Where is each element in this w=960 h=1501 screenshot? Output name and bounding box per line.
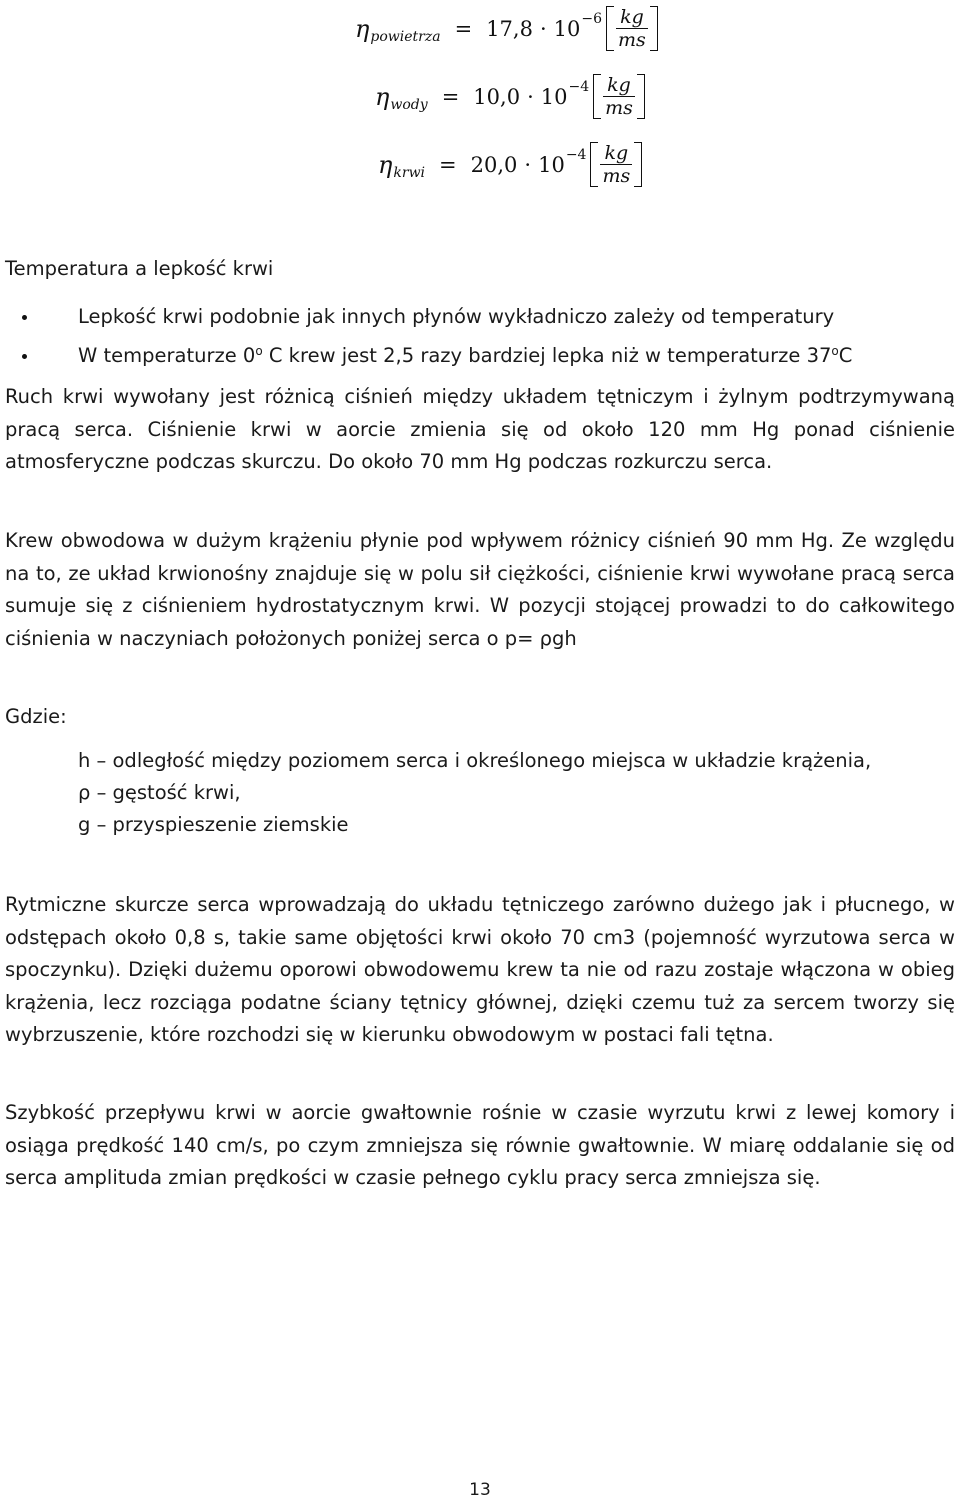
unit-denominator: ms: [605, 97, 633, 120]
bullet-text: Lepkość krwi podobnie jak innych płynów wykładniczo zależy od temperatury: [78, 305, 835, 328]
eta-symbol: η: [378, 150, 393, 179]
equals-sign: =: [441, 84, 460, 109]
bullet-marker: [22, 315, 27, 320]
unit-fraction: [598, 142, 634, 187]
unit-numerator: kg: [604, 142, 629, 164]
multiply-dot: ·: [524, 152, 532, 177]
paragraph-blood-flow: Ruch krwi wywołany jest różnicą ciśnień między układem tętniczym i żylnym podtrzymywaną pracą serca. Ciśnienie krwi w aorcie zmienia się od około 120 mm Hg ponad ciśnienie atmosferyczne podczas skurczu. Do około 70 mm Hg podczas rozkurczu serca.: [5, 385, 955, 473]
power-exponent: −6: [581, 10, 603, 27]
paragraph-heart-contractions: Rytmiczne skurcze serca wprowadzają do układu tętniczego zarówno dużego jak i płucnego, w odstępach około 0,8 s, takie same objętości krwi około 70 cm3 (pojemność wyrzutowa serca w spoczynku). Dzięki dużemu oporowi obwodowemu krew ta nie od razu zostaje włączona w obieg krążenia, lecz rozciąga podatne ściany tętnicy głównej, dzięki czemu tuż za sercem tworzy się wybrzuszenie, które rozchodzi się w kierunku obwodowym w postaci fali tętna.: [5, 893, 955, 1046]
unit-numerator: kg: [620, 6, 644, 28]
unit-numerator: kg: [607, 74, 631, 96]
definition-h: h – odległość między poziomem serca i określonego miejsca w układzie krążenia,: [78, 749, 872, 772]
unit-bracket: [593, 74, 645, 119]
mantissa: 17,8: [486, 16, 533, 41]
equation-blood-viscosity: [378, 142, 642, 187]
multiply-dot: ·: [527, 84, 534, 109]
eta-subscript: wody: [390, 96, 428, 113]
degree-sign: o: [255, 344, 263, 358]
unit-fraction: [614, 6, 650, 51]
where-label: Gdzie:: [5, 705, 67, 728]
unit-fraction: [601, 74, 637, 119]
unit-bracket: [606, 6, 658, 51]
eta-subscript: krwi: [393, 164, 426, 181]
unit-bracket: [590, 142, 642, 187]
multiply-dot: ·: [539, 16, 547, 41]
page-number: 13: [469, 1480, 491, 1500]
paragraph-blood-velocity: Szybkość przepływu krwi w aorcie gwałtownie rośnie w czasie wyrzutu krwi z lewej komory i osiąga prędkość 140 cm/s, po czym zmniejsza się równie gwałtownie. W miarę oddalanie się od serca amplituda zmian prędkości w czasie pełnego cyklu pracy serca zmniejsza się.: [5, 1101, 955, 1189]
equals-sign: =: [439, 152, 457, 177]
bullet-marker: [22, 354, 27, 359]
bullet-text: W temperaturze 0$^o$ C krew jest 2,5 razy bardziej lepka niż w temperaturze 37$^o$C: [78, 344, 853, 367]
power-base: 10: [538, 152, 565, 177]
paragraph-peripheral-blood: Krew obwodowa w dużym krążeniu płynie pod wpływem różnicy ciśnień 90 mm Hg. Ze względu na to, ze układ krwionośny znajduje się w polu sił ciężkości, ciśnienie krwi wywołane pracą serca sumuje się z ciśnieniem hydrostatycznym krwi. W pozycji stojącej prowadzi to do całkowitego ciśnienia w naczyniach położonych poniżej serca o p= ρgh: [5, 529, 955, 650]
equation-air-viscosity: [355, 6, 658, 51]
section-heading: Temperatura a lepkość krwi: [5, 257, 274, 280]
equation-water-viscosity: [375, 74, 645, 119]
power-exponent: −4: [565, 146, 587, 163]
eta-subscript: powietrza: [370, 28, 441, 45]
definition-rho: ρ – gęstość krwi,: [78, 781, 241, 804]
power-base: 10: [540, 84, 568, 109]
degree-sign: o: [831, 344, 839, 358]
mantissa: 10,0: [473, 84, 521, 109]
definition-g: g – przyspieszenie ziemskie: [78, 813, 349, 836]
unit-denominator: ms: [602, 165, 631, 188]
eta-symbol: η: [375, 82, 390, 111]
eta-symbol: η: [355, 14, 370, 43]
power-base: 10: [553, 16, 581, 41]
mantissa: 20,0: [470, 152, 518, 177]
power-exponent: −4: [568, 78, 590, 95]
definition-list: [78, 745, 938, 841]
unit-denominator: ms: [618, 29, 646, 52]
equals-sign: =: [454, 16, 473, 41]
